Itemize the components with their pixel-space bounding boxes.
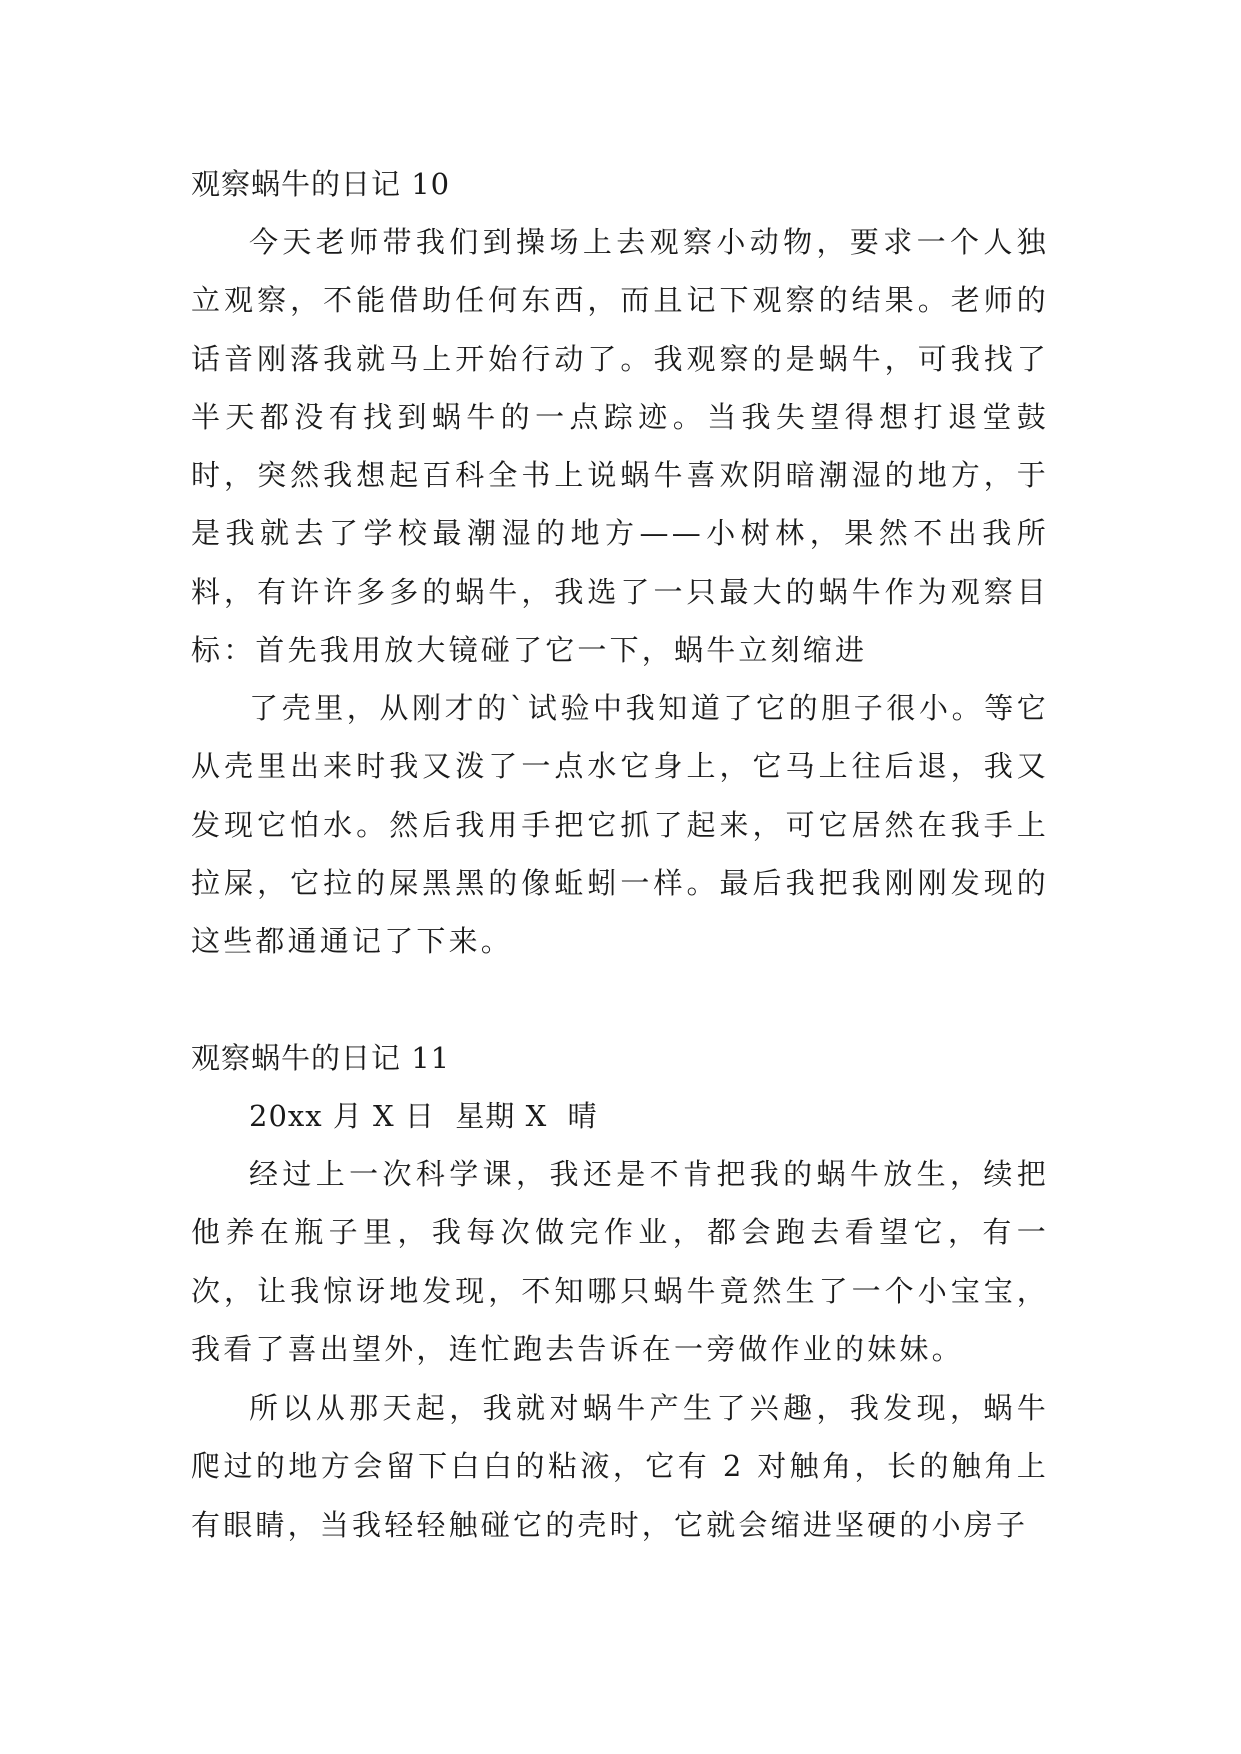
diary-11-title: 观察蜗牛的日记 11	[191, 1041, 451, 1075]
diary-10-paragraph-1: 今天老师带我们到操场上去观察小动物，要求一个人独立观察，不能借助任何东西，而且记下观察的结果。老师的话音刚落我就马上开始行动了。我观察的是蜗牛，可我找了半天都没有找到蜗牛的一点踪迹。当我失望得想打退堂鼓时，突然我想起百科全书上说蜗牛喜欢阴暗潮湿的地方，于是我就去了学校最潮湿的地方——小树林，果然不出我所料，有许许多多的蜗牛，我选了一只最大的蜗牛作为观察目标：首先我用放大镜碰了它一下，蜗牛立刻缩进	[191, 225, 1049, 668]
diary-11-paragraph-2: 所以从那天起，我就对蜗牛产生了兴趣，我发现，蜗牛爬过的地方会留下白白的粘液，它有 2 对触角，长的触角上有眼睛，当我轻轻触碰它的壳时，它就会缩进坚硬的小房子	[191, 1391, 1049, 1542]
diary-10-section	[191, 164, 1049, 204]
diary-11-body	[191, 1145, 1049, 1378]
diary-10-body-continued	[191, 679, 1049, 970]
diary-11-body-continued	[191, 1379, 1049, 1554]
diary-11-paragraph-1: 经过上一次科学课，我还是不肯把我的蜗牛放生，续把他养在瓶子里，我每次做完作业，都会跑去看望它，有一次，让我惊讶地发现，不知哪只蜗牛竟然生了一个小宝宝，我看了喜出望外，连忙跑去告诉在一旁做作业的妹妹。	[191, 1157, 1049, 1366]
diary-10-title: 观察蜗牛的日记 10	[191, 167, 451, 201]
diary-10-body	[191, 213, 1049, 679]
diary-11-date	[191, 1096, 1049, 1136]
diary-11-date-line: 20xx 月 X 日 星期 X 晴	[249, 1099, 598, 1133]
diary-10-paragraph-2: 了壳里，从刚才的`试验中我知道了它的胆子很小。等它从壳里出来时我又泼了一点水它身上，它马上往后退，我又发现它怕水。然后我用手把它抓了起来，可它居然在我手上拉屎，它拉的屎黑黑的像蚯蚓一样。最后我把我刚刚发现的这些都通通记了下来。	[191, 691, 1049, 959]
diary-11-section	[191, 1038, 1049, 1078]
